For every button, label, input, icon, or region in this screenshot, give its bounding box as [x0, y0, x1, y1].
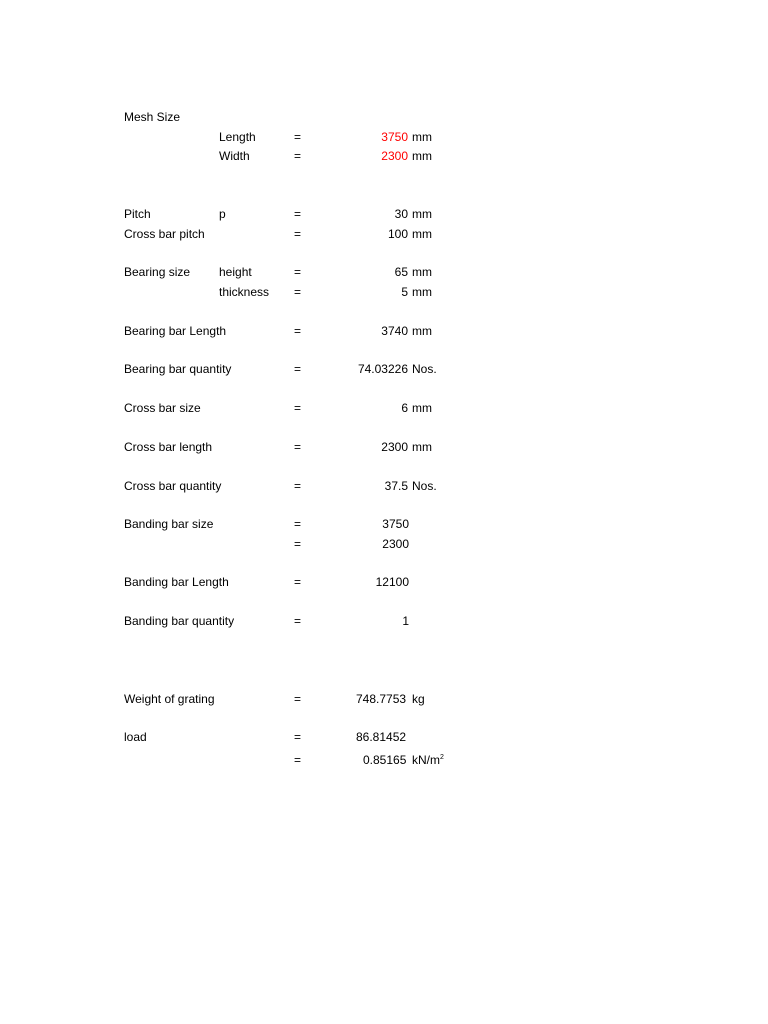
pitch-unit: mm	[412, 207, 432, 221]
row-banding-bar-size-1	[0, 516, 768, 532]
load-label: load	[124, 730, 147, 744]
pitch-value: 30	[394, 207, 408, 221]
equals-sign: =	[294, 227, 302, 241]
bearing-height-value: 65	[394, 265, 408, 279]
cross-bar-quantity-unit: Nos.	[412, 479, 437, 493]
bearing-bar-length-value: 3740	[381, 324, 408, 338]
bearing-bar-quantity-value: 74.03226	[357, 362, 408, 376]
height-label: height	[219, 265, 252, 279]
row-width	[0, 148, 768, 164]
width-unit: mm	[412, 149, 432, 163]
row-length	[0, 129, 768, 145]
load-value-1: 86.81452	[356, 730, 407, 744]
width-value: 2300	[381, 149, 408, 163]
bearing-thickness-unit: mm	[412, 285, 432, 299]
row-banding-bar-quantity	[0, 613, 768, 629]
pitch-label: Pitch	[124, 207, 151, 221]
weight-of-grating-value: 748.7753	[356, 692, 407, 706]
weight-of-grating-label: Weight of grating	[124, 692, 215, 706]
weight-of-grating-unit: kg	[412, 692, 425, 706]
equals-sign: =	[294, 614, 302, 628]
bearing-bar-quantity-unit: Nos.	[412, 362, 437, 376]
load-unit-2	[412, 752, 444, 768]
equals-sign: =	[294, 753, 302, 767]
row-banding-bar-length	[0, 574, 768, 590]
row-mesh-size	[0, 109, 768, 125]
banding-bar-size-value-2: 2300	[382, 537, 409, 551]
equals-sign: =	[294, 265, 302, 279]
cross-bar-pitch-value: 100	[387, 227, 408, 241]
equals-sign: =	[294, 479, 302, 493]
equals-sign: =	[294, 730, 302, 744]
equals-sign: =	[294, 130, 302, 144]
equals-sign: =	[294, 324, 302, 338]
bearing-height-unit: mm	[412, 265, 432, 279]
equals-sign: =	[294, 401, 302, 415]
banding-bar-quantity-label: Banding bar quantity	[124, 614, 235, 628]
load-value-2: 0.85165	[363, 753, 407, 767]
equals-sign: =	[294, 692, 302, 706]
cross-bar-length-unit: mm	[412, 440, 432, 454]
equals-sign: =	[294, 440, 302, 454]
cross-bar-size-value: 6	[401, 401, 408, 415]
bearing-bar-length-unit: mm	[412, 324, 432, 338]
row-pitch	[0, 206, 768, 222]
equals-sign: =	[294, 285, 302, 299]
mesh-size-label: Mesh Size	[124, 110, 181, 124]
cross-bar-size-unit: mm	[412, 401, 432, 415]
cross-bar-quantity-value: 37.5	[384, 479, 408, 493]
cross-bar-length-label: Cross bar length	[124, 440, 213, 454]
row-cross-bar-pitch	[0, 226, 768, 242]
banding-bar-quantity-value: 1	[402, 614, 409, 628]
thickness-label: thickness	[219, 285, 270, 299]
row-bearing-bar-length	[0, 323, 768, 339]
pitch-symbol: p	[219, 207, 226, 221]
cross-bar-length-value: 2300	[381, 440, 408, 454]
banding-bar-length-value: 12100	[375, 575, 409, 589]
row-bearing-bar-quantity	[0, 361, 768, 377]
equals-sign: =	[294, 517, 302, 531]
equals-sign: =	[294, 575, 302, 589]
length-label: Length	[219, 130, 256, 144]
equals-sign: =	[294, 362, 302, 376]
bearing-thickness-value: 5	[401, 285, 408, 299]
length-value: 3750	[381, 130, 408, 144]
cross-bar-pitch-unit: mm	[412, 227, 432, 241]
cross-bar-pitch-label: Cross bar pitch	[124, 227, 205, 241]
equals-sign: =	[294, 149, 302, 163]
row-cross-bar-length	[0, 439, 768, 455]
row-banding-bar-size-2	[0, 536, 768, 552]
bearing-bar-quantity-label: Bearing bar quantity	[124, 362, 232, 376]
banding-bar-size-label: Banding bar size	[124, 517, 214, 531]
banding-bar-size-value-1: 3750	[382, 517, 409, 531]
load-unit-text: kN/m	[412, 753, 440, 767]
row-cross-bar-quantity	[0, 478, 768, 494]
cross-bar-quantity-label: Cross bar quantity	[124, 479, 222, 493]
row-cross-bar-size	[0, 400, 768, 416]
row-load-2	[0, 752, 768, 768]
row-bearing-size-height	[0, 264, 768, 280]
banding-bar-length-label: Banding bar Length	[124, 575, 229, 589]
bearing-bar-length-label: Bearing bar Length	[124, 324, 227, 338]
load-unit-superscript: 2	[440, 754, 444, 761]
width-label: Width	[219, 149, 250, 163]
equals-sign: =	[294, 537, 302, 551]
row-bearing-size-thickness	[0, 284, 768, 300]
row-load-1	[0, 729, 768, 745]
length-unit: mm	[412, 130, 432, 144]
cross-bar-size-label: Cross bar size	[124, 401, 201, 415]
equals-sign: =	[294, 207, 302, 221]
row-weight-of-grating	[0, 691, 768, 707]
bearing-size-label: Bearing size	[124, 265, 191, 279]
